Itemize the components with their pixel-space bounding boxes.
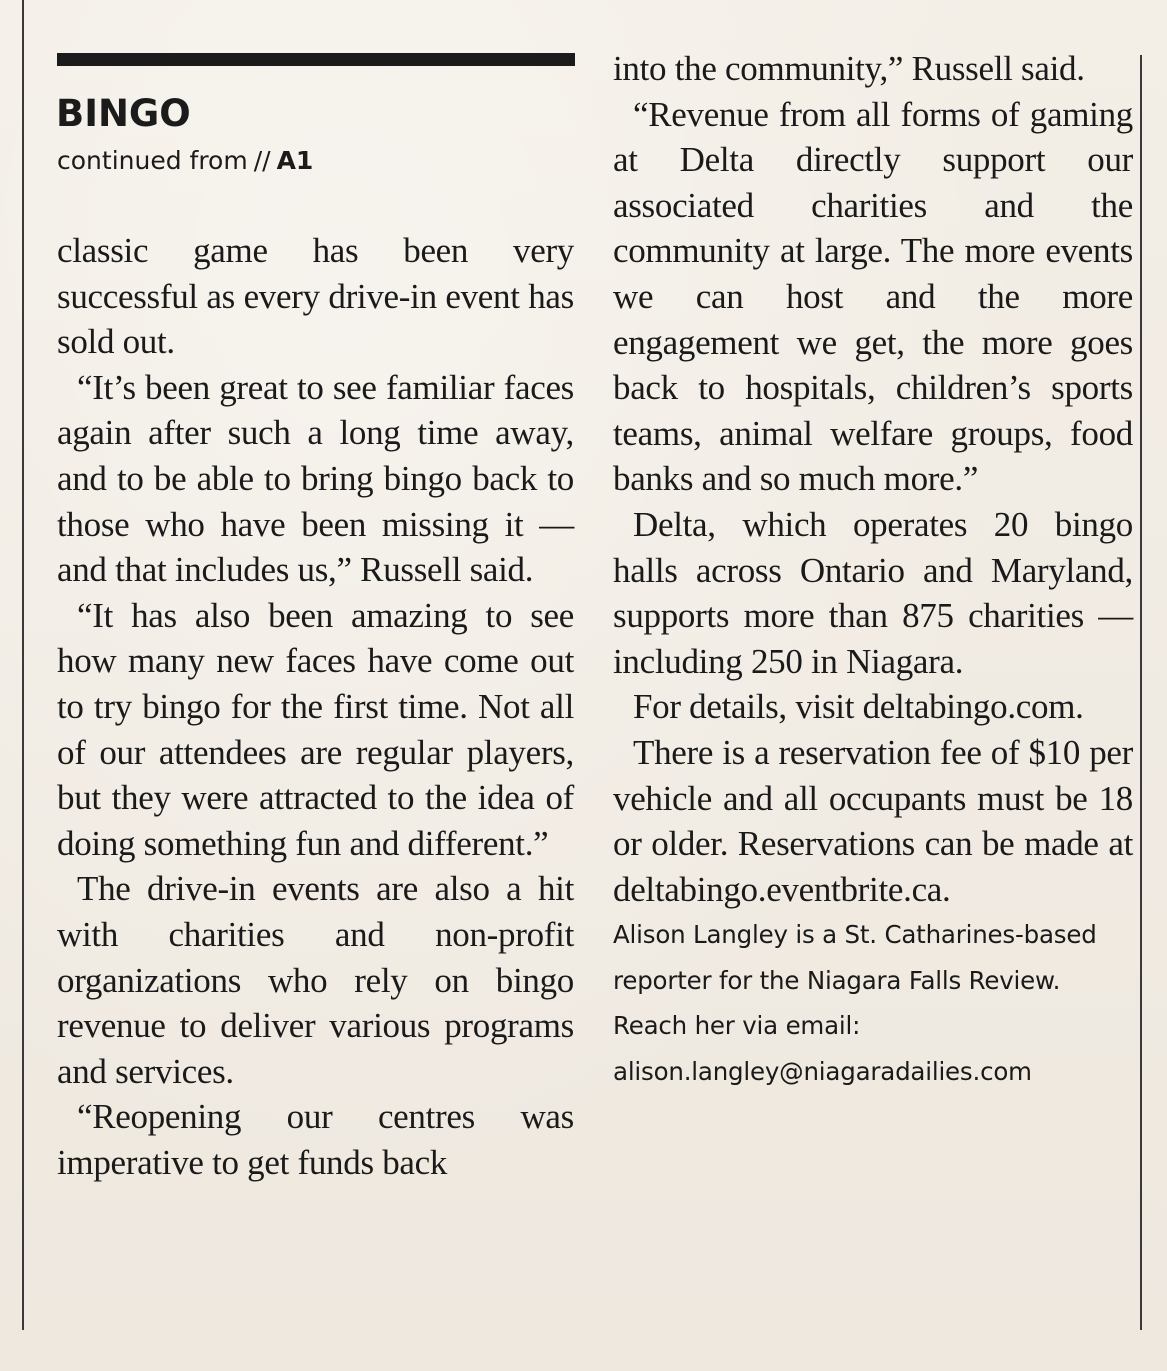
left-column-rule: [22, 0, 24, 1330]
right-column-rule: [1140, 55, 1142, 1330]
paragraph: classic game has been very successful as every drive-in event has sold out.: [57, 231, 574, 362]
jump-line: [57, 143, 313, 179]
jump-separator: //: [253, 146, 271, 175]
article-column-right: [613, 46, 1133, 1095]
author-byline: Alison Langley is a St. Catharines-based reporter for the Niagara Falls Review. Reach her via email: alison.langley@niagaradailies.com: [613, 920, 1097, 1087]
paragraph: “It’s been great to see familiar faces again after such a long time away, and to be able to bring bingo back to those who have been missing it — and that includes us,” Russell said.: [57, 367, 574, 590]
jump-page-ref: A1: [276, 146, 314, 175]
paragraph: For details, visit deltabingo.com.: [633, 687, 1084, 727]
article-kicker: BINGO: [56, 92, 191, 135]
paragraph: “Reopening our centres was imperative to get funds back: [57, 1097, 574, 1182]
paragraph: Delta, which operates 20 bingo halls across Ontario and Maryland, supports more than 875 charities — including 250 in Niagara.: [613, 504, 1133, 681]
jump-prefix: continued from: [57, 146, 248, 175]
paragraph: “It has also been amazing to see how many new faces have come out to try bingo for the first time. Not all of our attendees are regular players, but they were attracted to the idea of doing something fun and different.”: [57, 595, 574, 863]
paragraph: There is a reservation fee of $10 per vehicle and all occupants must be 18 or older. Reservations can be made at deltabingo.eventbrite.ca.: [613, 732, 1133, 909]
section-top-bar: [57, 53, 575, 66]
article-column-left: [57, 228, 574, 1185]
paragraph: The drive-in events are also a hit with charities and non-profit organizations who rely on bingo revenue to deliver various programs and services.: [57, 869, 574, 1091]
paragraph: “Revenue from all forms of gaming at Delta directly support our associated charities and the community at large. The more events we can host and the more engagement we get, the more goes back to hospitals, children’s sports teams, animal welfare groups, food banks and so much more.”: [613, 94, 1133, 499]
paragraph: into the community,” Russell said.: [613, 49, 1085, 88]
